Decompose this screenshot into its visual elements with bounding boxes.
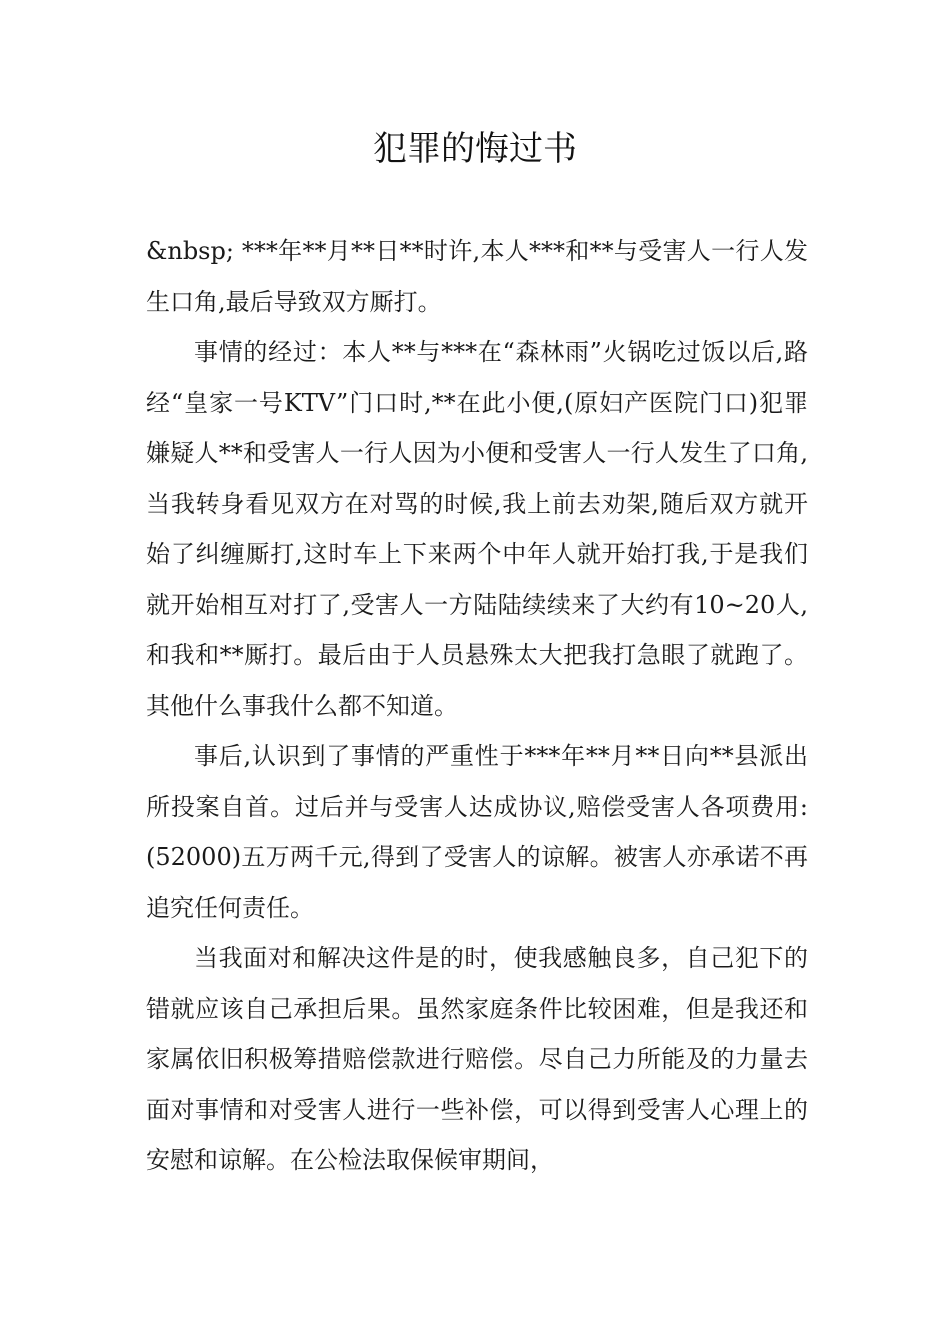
document-body <box>146 226 808 1186</box>
paragraph-reflection: 当我面对和解决这件是的时，使我感触良多，自己犯下的错就应该自己承担后果。虽然家庭条件比较困难，但是我还和家属依旧积极筹措赔偿款进行赔偿。尽自己力所能及的力量去面对事情和对受害人进行一些补偿，可以得到受害人心理上的安慰和谅解。在公检法取保候审期间， <box>146 944 808 1174</box>
paragraph-surrender-compensation: 事后,认识到了事情的严重性于***年**月**日向**县派出所投案自首。过后并与受害人达成协议,赔偿受害人各项费用: (52000)五万两千元,得到了受害人的谅解。被害人亦承诺不再追究任何责任。 <box>146 742 808 922</box>
document-title: 犯罪的悔过书 <box>373 129 577 169</box>
paragraph-incident-summary: &nbsp; ***年**月**日**时许,本人***和**与受害人一行人发生口角,最后导致双方厮打。 <box>146 237 808 316</box>
paragraph-incident-details: 事情的经过：本人**与***在“森林雨”火锅吃过饭以后,路经“皇家一号KTV”门口时,**在此小便,(原妇产医院门口)犯罪嫌疑人**和受害人一行人因为小便和受害人一行人发生了口角,当我转身看见双方在对骂的时候,我上前去劝架,随后双方就开始了纠缠厮打,这时车上下来两个中年人就开始打我,于是我们就开始相互对打了,受害人一方陆陆续续来了大约有10~20人,和我和**厮打。最后由于人员悬殊太大把我打急眼了就跑了。其他什么事我什么都不知道。 <box>146 338 808 720</box>
